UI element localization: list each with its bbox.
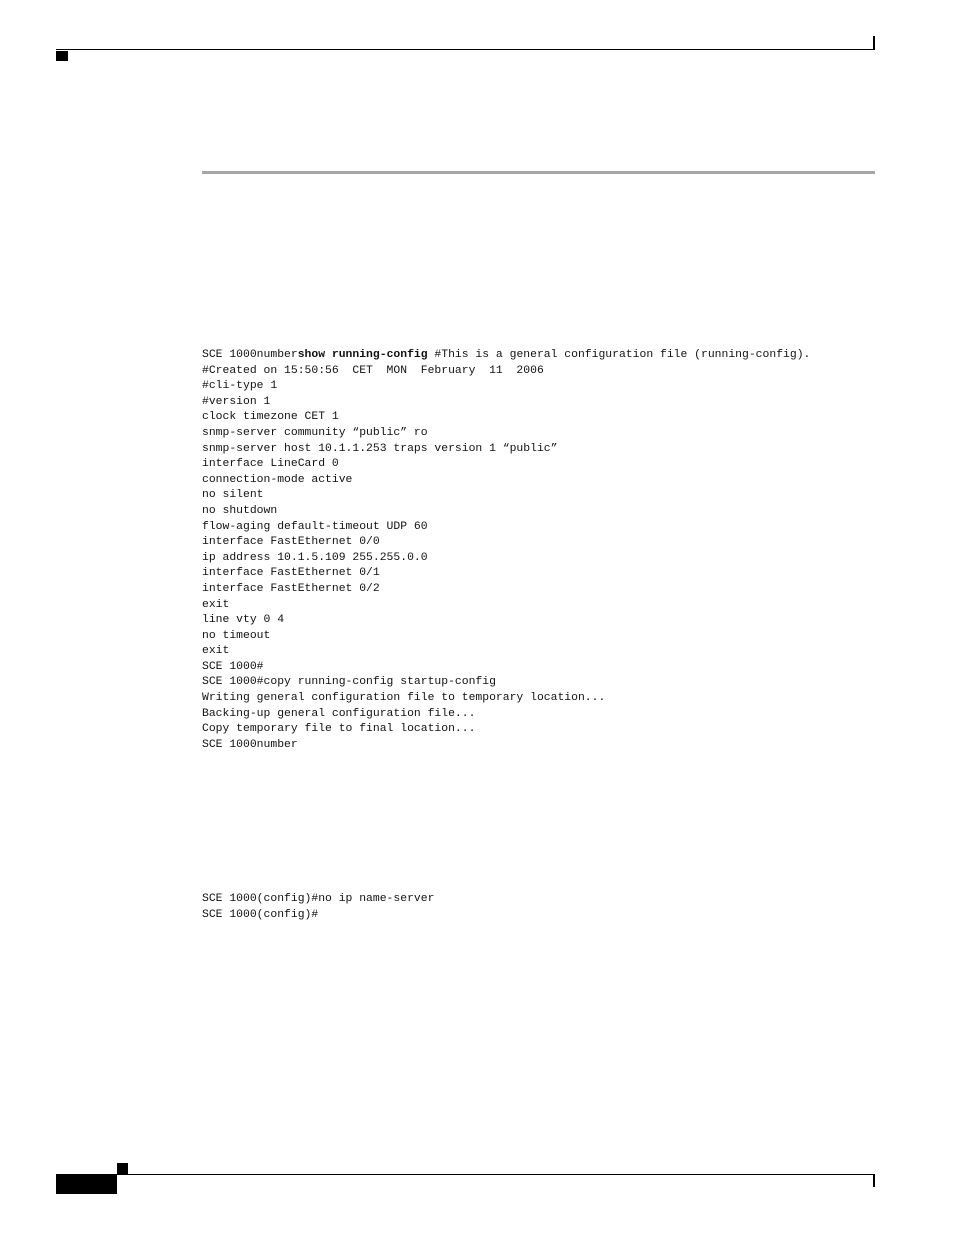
code-line: line vty 0 4 xyxy=(202,614,285,627)
code-line: SCE 1000(config)# xyxy=(202,908,319,921)
footer-corner-marker xyxy=(117,1163,128,1174)
code-line: no timeout xyxy=(202,629,271,642)
code-line: exit xyxy=(202,598,230,611)
code-line-command xyxy=(202,348,810,364)
code-line: Backing-up general configuration file... xyxy=(202,707,476,720)
code-line: SCE 1000number xyxy=(202,738,298,751)
cli-example-running-config xyxy=(202,348,810,753)
code-line: clock timezone CET 1 xyxy=(202,411,339,424)
code-line: SCE 1000(config)#no ip name-server xyxy=(202,893,435,905)
footer-rule xyxy=(56,1174,875,1175)
cli-example-name-server xyxy=(202,892,434,923)
code-line: exit xyxy=(202,645,230,658)
code-line: no silent xyxy=(202,489,264,502)
code-line: snmp-server community “public” ro xyxy=(202,426,428,439)
code-line: interface FastEthernet 0/2 xyxy=(202,582,380,595)
code-line: #version 1 xyxy=(202,395,271,408)
code-line: Copy temporary file to final location... xyxy=(202,723,476,736)
code-line: flow-aging default-timeout UDP 60 xyxy=(202,520,428,533)
code-line: #cli-type 1 xyxy=(202,380,278,393)
code-line: Writing general configuration file to temporary location... xyxy=(202,692,606,705)
header-rule xyxy=(56,49,875,50)
section-divider xyxy=(202,171,875,174)
code-line: SCE 1000#copy running-config startup-config xyxy=(202,676,496,689)
command-text: show running-config xyxy=(297,349,428,361)
code-line: snmp-server host 10.1.1.253 traps version 1 “public” xyxy=(202,442,558,455)
code-line: connection-mode active xyxy=(202,473,353,486)
footer-tick-mark xyxy=(873,1175,875,1187)
code-line: interface FastEthernet 0/0 xyxy=(202,536,380,549)
prompt-text: SCE 1000number xyxy=(202,349,298,361)
code-line: interface FastEthernet 0/1 xyxy=(202,567,380,580)
code-line: SCE 1000# xyxy=(202,660,264,673)
footer-page-tab xyxy=(56,1175,117,1194)
header-corner-marker xyxy=(56,51,68,61)
code-line: #Created on 15:50:56 CET MON February 11 2006 xyxy=(202,364,544,377)
command-comment: #This is a general configuration file (running-config). xyxy=(427,349,811,361)
header-tick-mark xyxy=(873,36,875,50)
code-line: no shutdown xyxy=(202,504,278,517)
code-line: interface LineCard 0 xyxy=(202,458,339,471)
code-line: ip address 10.1.5.109 255.255.0.0 xyxy=(202,551,428,564)
